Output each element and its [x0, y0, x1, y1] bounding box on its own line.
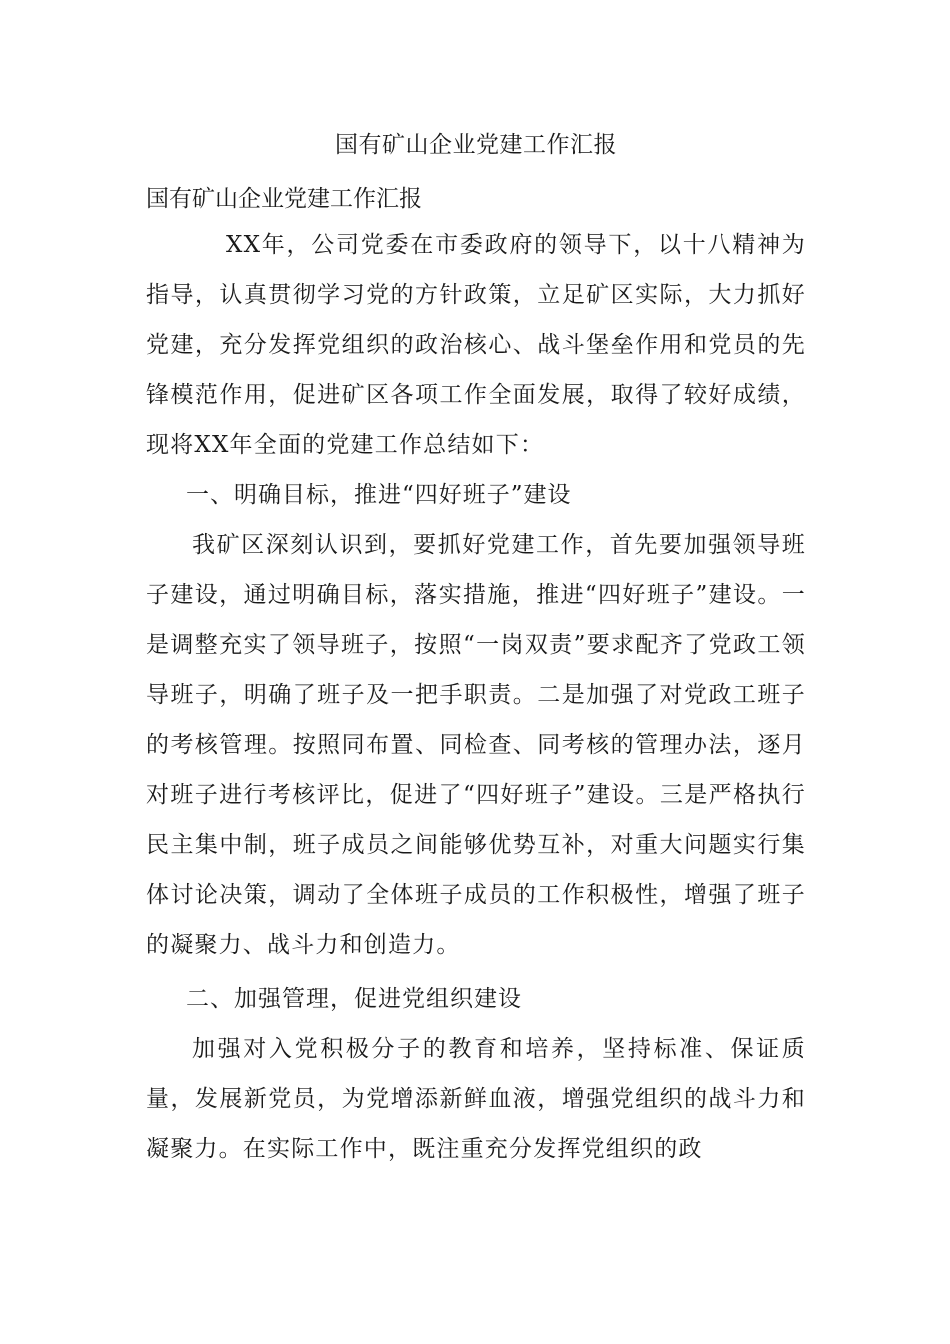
section-2-heading: 二、加强管理，促进党组织建设 — [186, 986, 522, 1012]
document-page — [146, 130, 806, 1174]
intro-paragraph: XX年，公司党委在市委政府的领导下，以十八精神为指导，认真贯彻学习党的方针政策，立足矿区实际，大力抓好党建，充分发挥党组织的政治核心、战斗堡垒作用和党员的先锋模范作用，促进矿区各项工作全面发展，取得了较好成绩，现将XX年全面的党建工作总结如下： — [146, 232, 806, 458]
document-title: 国有矿山企业党建工作汇报 — [335, 132, 617, 158]
document-subtitle: 国有矿山企业党建工作汇报 — [146, 186, 422, 212]
section-2-paragraph: 加强对入党积极分子的教育和培养，坚持标准、保证质量，发展新党员，为党增添新鲜血液，增强党组织的战斗力和凝聚力。在实际工作中，既注重充分发挥党组织的政 — [146, 1036, 806, 1162]
section-1-paragraph: 我矿区深刻认识到，要抓好党建工作，首先要加强领导班子建设，通过明确目标，落实措施，推进“四好班子”建设。一是调整充实了领导班子，按照“一岗双责”要求配齐了党政工领导班子，明确了班子及一把手职责。二是加强了对党政工班子的考核管理。按照同布置、同检查、同考核的管理办法，逐月对班子进行考核评比，促进了“四好班子”建设。三是严格执行民主集中制，班子成员之间能够优势互补，对重大问题实行集体讨论决策，调动了全体班子成员的工作积极性，增强了班子的凝聚力、战斗力和创造力。 — [146, 532, 806, 958]
section-1-heading: 一、明确目标，推进“四好班子”建设 — [186, 482, 572, 508]
